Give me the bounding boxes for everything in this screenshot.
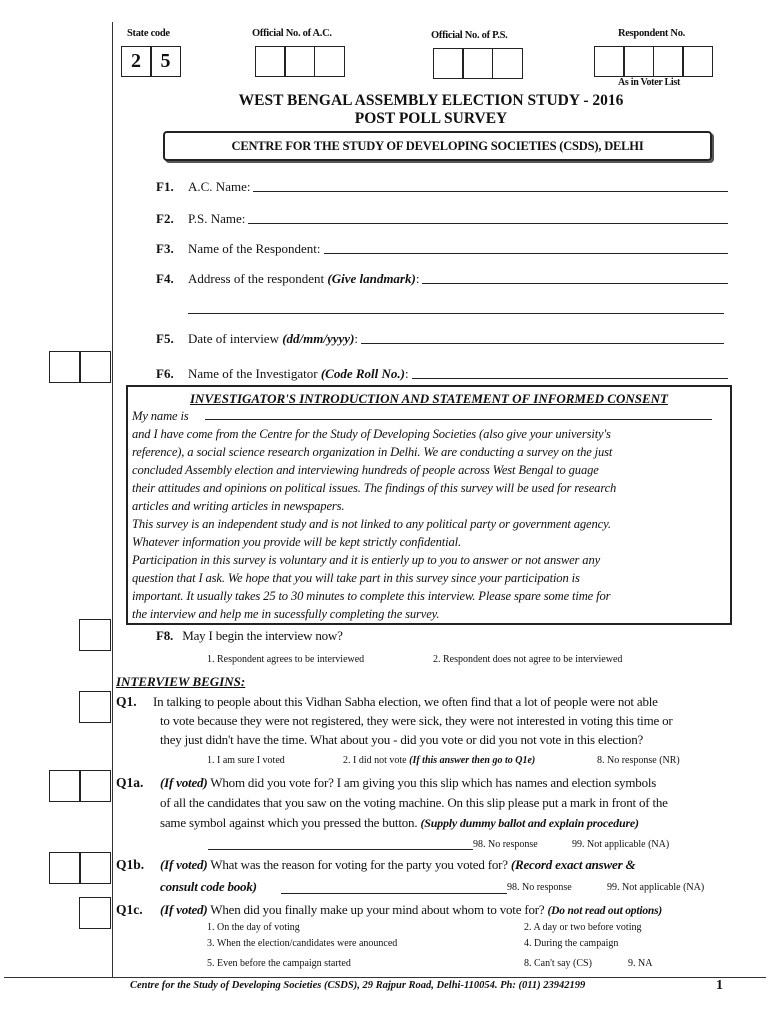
code-cell[interactable] xyxy=(79,897,111,929)
state-code-box[interactable] xyxy=(122,46,181,77)
footer-address: Centre for the Study of Developing Societies (CSDS), 29 Rajpur Road, Delhi-110054. Ph: (011) 23942199 xyxy=(130,980,586,991)
voter-list-label: As in Voter List xyxy=(618,77,680,88)
f8-option-1[interactable]: 1. Respondent agrees to be interviewed xyxy=(207,654,365,665)
respondent-digit-3[interactable] xyxy=(653,46,684,77)
field-number: F3. xyxy=(156,241,174,256)
question-text: to vote because they were not registered, they were sick, they were not interested in voting this time or xyxy=(160,713,673,728)
q1c-option-5[interactable]: 5. Even before the campaign started xyxy=(207,958,351,969)
question-number: Q1a. xyxy=(116,775,144,790)
field-number: F2. xyxy=(156,211,174,226)
q1c-option-4[interactable]: 4. During the campaign xyxy=(524,938,619,949)
question-number: Q1b. xyxy=(116,857,145,872)
left-margin-rule xyxy=(112,22,113,977)
ps-digit-1[interactable] xyxy=(433,48,464,79)
q1c-option-3[interactable]: 3. When the election/candidates were anounced xyxy=(207,938,398,949)
code-cell[interactable] xyxy=(79,619,111,651)
state-code-label: State code xyxy=(127,28,170,39)
instruction-note: (Supply dummy ballot and explain procedure) xyxy=(420,816,639,830)
field-f6 xyxy=(156,364,728,382)
question-number: Q1. xyxy=(116,694,137,709)
code-cell[interactable] xyxy=(49,351,81,383)
question-text: Whom did you vote for? I am giving you this slip which has names and election symbols xyxy=(207,775,657,790)
ac-number-label: Official No. of A.C. xyxy=(252,28,332,39)
field-suffix: : xyxy=(415,271,420,286)
q1-option-2[interactable]: 2. I did not vote (If this answer then go to Q1e) xyxy=(343,755,536,766)
investigator-code-box[interactable] xyxy=(50,351,111,383)
field-note: (Give landmark) xyxy=(327,271,416,286)
ac-number-box[interactable] xyxy=(256,46,345,77)
code-cell[interactable] xyxy=(79,691,111,723)
question-text: When did you finally make up your mind about whom to vote for? xyxy=(207,902,548,917)
respondent-number-label: Respondent No. xyxy=(618,28,685,39)
ps-digit-3[interactable] xyxy=(492,48,523,79)
question-number: F8. xyxy=(156,628,174,643)
ac-name-input-line[interactable] xyxy=(253,190,728,192)
code-cell[interactable] xyxy=(79,770,111,802)
consent-line: My name is xyxy=(132,409,189,423)
ac-digit-3[interactable] xyxy=(314,46,345,77)
consent-line: the interview and help me in sucessfully completing the survey. xyxy=(132,607,440,621)
state-code-digit-2: 5 xyxy=(150,46,181,77)
code-cell[interactable] xyxy=(49,852,81,884)
question-text: What was the reason for voting for the party you voted for? xyxy=(207,857,511,872)
address-input-line-2[interactable] xyxy=(188,313,724,314)
investigator-name-line[interactable] xyxy=(205,419,712,420)
q1-option-1[interactable]: 1. I am sure I voted xyxy=(207,755,285,766)
consent-line: concluded Assembly election and interviewing hundreds of people across West Bengal to guage xyxy=(132,463,599,477)
instruction-note: (Do not read out options) xyxy=(547,905,663,917)
q1-code-box[interactable] xyxy=(80,691,111,723)
field-f5 xyxy=(156,329,724,347)
f8-option-2[interactable]: 2. Respondent does not agree to be interviewed xyxy=(433,654,623,665)
interview-date-input-line[interactable] xyxy=(361,342,724,344)
q1a-not-applicable[interactable]: 99. Not applicable (NA) xyxy=(572,839,670,850)
consent-line: Whatever information you provide will be kept strictly confidential. xyxy=(132,535,461,549)
field-number: F4. xyxy=(156,271,174,286)
field-label: Address of the respondent xyxy=(188,271,328,286)
field-label: A.C. Name: xyxy=(188,179,251,194)
consent-line: important. It usually takes 25 to 30 minutes to complete this interview. Please spare some time for xyxy=(132,589,611,603)
footer-rule xyxy=(4,977,766,978)
instruction-note: consult code book) xyxy=(160,879,257,894)
question-text: of all the candidates that you saw on the voting machine. On this slip please put a mark in front of the xyxy=(160,795,668,810)
question-number: Q1c. xyxy=(116,902,143,917)
code-cell[interactable] xyxy=(79,351,111,383)
field-number: F5. xyxy=(156,331,174,346)
section-title: INTERVIEW BEGINS: xyxy=(116,674,246,689)
question-text: they just didn't have the time. What about you - did you vote or did you not vote in this election? xyxy=(160,732,644,747)
field-label: Name of the Respondent: xyxy=(188,241,321,256)
field-label: Name of the Investigator xyxy=(188,366,321,381)
survey-subtitle: POST POLL SURVEY xyxy=(354,110,508,127)
organization-banner: CENTRE FOR THE STUDY OF DEVELOPING SOCIETIES (CSDS), DELHI xyxy=(163,131,712,161)
f8-code-box[interactable] xyxy=(80,619,111,651)
field-suffix: : xyxy=(404,366,409,381)
consent-line: Participation in this survey is voluntary and it is entierly up to you to answer or not answer any xyxy=(132,553,601,567)
q1a-no-response[interactable]: 98. No response xyxy=(473,839,538,850)
q1b-not-applicable[interactable]: 99. Not applicable (NA) xyxy=(607,882,705,893)
field-f4 xyxy=(156,269,728,287)
code-cell[interactable] xyxy=(79,852,111,884)
survey-title: WEST BENGAL ASSEMBLY ELECTION STUDY - 2016 xyxy=(238,92,624,109)
consent-line: and I have come from the Centre for the Study of Developing Societies (also give your university's xyxy=(132,427,611,441)
q1c-option-1[interactable]: 1. On the day of voting xyxy=(207,922,300,933)
respondent-number-box[interactable] xyxy=(595,46,713,77)
condition-note: (If voted) xyxy=(160,902,208,917)
q1b-no-response[interactable]: 98. No response xyxy=(507,882,572,893)
q1a-code-box[interactable] xyxy=(50,770,111,802)
consent-title: INVESTIGATOR'S INTRODUCTION AND STATEMENT OF INFORMED CONSENT xyxy=(190,391,668,406)
consent-line: This survey is an independent study and is not linked to any political party or government agency. xyxy=(132,517,611,531)
q1b-answer-line[interactable] xyxy=(281,893,507,894)
q1a-answer-line[interactable] xyxy=(208,849,473,850)
field-f1 xyxy=(156,177,728,195)
q1c-option-2[interactable]: 2. A day or two before voting xyxy=(524,922,642,933)
field-note: (dd/mm/yyyy) xyxy=(282,331,355,346)
q1b-code-box[interactable] xyxy=(50,852,111,884)
field-f3 xyxy=(156,239,728,257)
consent-line: articles and writing articles in newspapers. xyxy=(132,499,345,513)
field-label: Date of interview xyxy=(188,331,283,346)
ps-number-box[interactable] xyxy=(434,48,523,79)
question-text: In talking to people about this Vidhan Sabha election, we often find that a lot of people were not able xyxy=(153,694,658,709)
respondent-name-input-line[interactable] xyxy=(324,252,729,254)
field-suffix: : xyxy=(354,331,359,346)
field-label: P.S. Name: xyxy=(188,211,246,226)
q1c-code-box[interactable] xyxy=(80,897,111,929)
q1c-option-9[interactable]: 9. NA xyxy=(628,958,653,969)
investigator-name-input-line[interactable] xyxy=(412,377,728,379)
respondent-digit-4[interactable] xyxy=(682,46,713,77)
question-text: same symbol against which you pressed the button. xyxy=(160,815,421,830)
field-number: F6. xyxy=(156,366,174,381)
condition-note: (If voted) xyxy=(160,857,208,872)
field-note: (Code Roll No.) xyxy=(320,366,405,381)
consent-line: question that I ask. We hope that you will take part in this survey since your participation is xyxy=(132,571,580,585)
page-number: 1 xyxy=(716,978,723,993)
ps-digit-2[interactable] xyxy=(462,48,493,79)
ac-digit-1[interactable] xyxy=(255,46,286,77)
instruction-note: (Record exact answer & xyxy=(510,857,636,872)
respondent-digit-1[interactable] xyxy=(594,46,625,77)
q1-option-3[interactable]: 8. No response (NR) xyxy=(597,755,680,766)
q1c-option-8[interactable]: 8. Can't say (CS) xyxy=(524,958,592,969)
code-cell[interactable] xyxy=(49,770,81,802)
state-code-digit-1: 2 xyxy=(121,46,152,77)
field-number: F1. xyxy=(156,179,174,194)
ps-name-input-line[interactable] xyxy=(248,222,728,224)
consent-line: reference), a social science research organization in Delhi. We are conducting a survey on the just xyxy=(132,445,613,459)
consent-line: their attitudes and opinions on political issues. The findings of this survey will be used for research xyxy=(132,481,617,495)
address-input-line[interactable] xyxy=(422,282,728,284)
ps-number-label: Official No. of P.S. xyxy=(431,30,508,41)
field-f2 xyxy=(156,209,728,227)
ac-digit-2[interactable] xyxy=(284,46,315,77)
consent-statement-box xyxy=(126,385,732,625)
condition-note: (If voted) xyxy=(160,775,208,790)
respondent-digit-2[interactable] xyxy=(623,46,654,77)
question-text: May I begin the interview now? xyxy=(182,628,343,643)
